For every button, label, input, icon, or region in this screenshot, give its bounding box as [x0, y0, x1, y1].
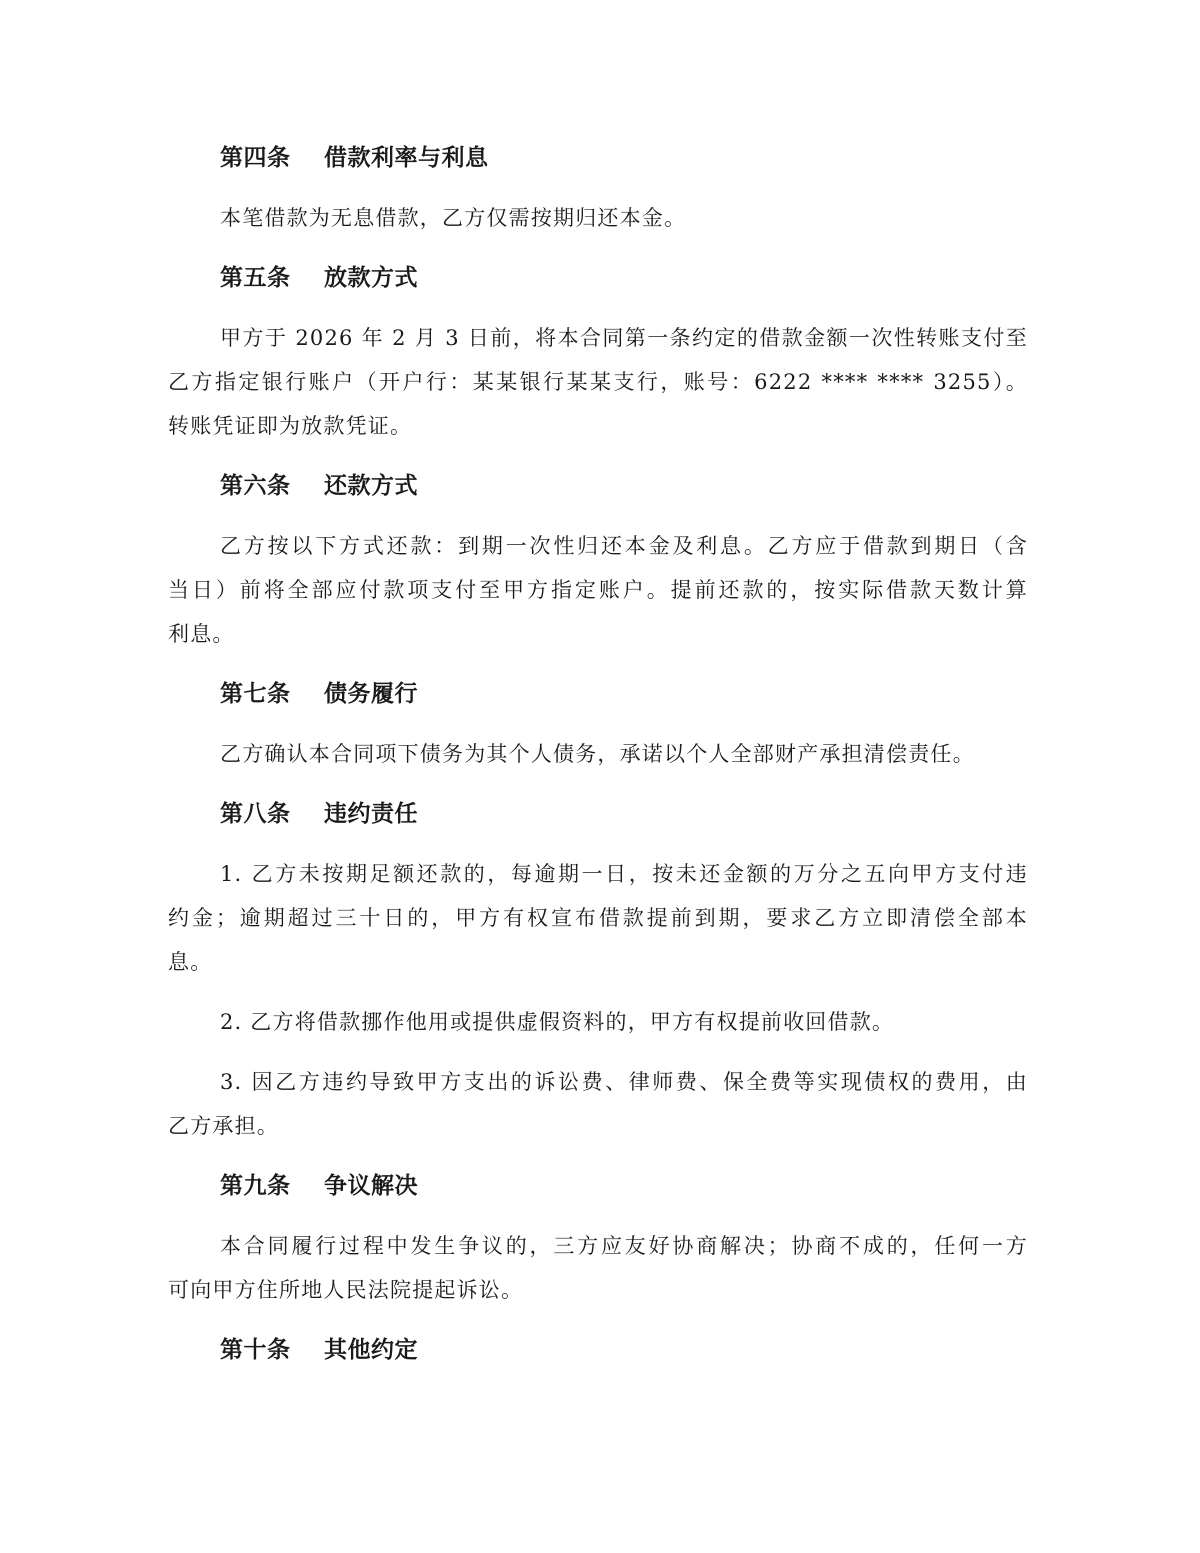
- paragraph-line: 1. 乙方未按期足额还款的，每逾期一日，按未还金额的万分之五向甲方支付违: [220, 862, 1028, 886]
- article-paragraph: [168, 1000, 1028, 1044]
- paragraph-line: 乙方指定银行账户（开户行：某某银行某某支行，账号：6222 **** **** 3255）。: [168, 370, 1028, 394]
- article-number: 第九条: [220, 1173, 291, 1199]
- article-heading: [168, 1328, 1028, 1372]
- article-paragraph: [168, 852, 1028, 984]
- article-title: 放款方式: [324, 265, 418, 291]
- paragraph-line: 利息。: [168, 622, 235, 646]
- article-title: 其他约定: [324, 1337, 418, 1363]
- paragraph-line: 乙方承担。: [168, 1114, 279, 1138]
- article-title: 还款方式: [324, 473, 418, 499]
- paragraph-line: 转账凭证即为放款凭证。: [168, 414, 413, 438]
- paragraph-line: 可向甲方住所地人民法院提起诉讼。: [168, 1278, 524, 1302]
- paragraph-line: 甲方于 2026 年 2 月 3 日前，将本合同第一条约定的借款金额一次性转账支付至: [220, 326, 1028, 350]
- paragraph-line: 3. 因乙方违约导致甲方支出的诉讼费、律师费、保全费等实现债权的费用，由: [220, 1070, 1028, 1094]
- article-heading: [168, 672, 1028, 716]
- article-heading: [168, 792, 1028, 836]
- article-title: 争议解决: [324, 1173, 418, 1199]
- article-paragraph: [168, 196, 1028, 240]
- article-paragraph: [168, 1060, 1028, 1148]
- article-heading: [168, 1164, 1028, 1208]
- article-title: 违约责任: [324, 801, 418, 827]
- paragraph-line: 当日）前将全部应付款项支付至甲方指定账户。提前还款的，按实际借款天数计算: [168, 578, 1028, 602]
- article-paragraph: [168, 732, 1028, 776]
- article-number: 第五条: [220, 265, 291, 291]
- article-heading: [168, 464, 1028, 508]
- paragraph-line: 乙方按以下方式还款：到期一次性归还本金及利息。乙方应于借款到期日（含: [220, 534, 1028, 558]
- paragraph-line: 本合同履行过程中发生争议的，三方应友好协商解决；协商不成的，任何一方: [220, 1234, 1028, 1258]
- article-number: 第十条: [220, 1337, 291, 1363]
- article-heading: [168, 136, 1028, 180]
- article-title: 债务履行: [324, 681, 418, 707]
- paragraph-line: 息。: [168, 950, 213, 974]
- article-number: 第四条: [220, 145, 291, 171]
- article-paragraph: [168, 316, 1028, 448]
- article-number: 第八条: [220, 801, 291, 827]
- contract-page: [168, 136, 1028, 1388]
- paragraph-line: 约金；逾期超过三十日的，甲方有权宣布借款提前到期，要求乙方立即清偿全部本: [168, 906, 1028, 930]
- article-number: 第六条: [220, 473, 291, 499]
- article-heading: [168, 256, 1028, 300]
- paragraph-line: 乙方确认本合同项下债务为其个人债务，承诺以个人全部财产承担清偿责任。: [220, 742, 975, 766]
- paragraph-line: 本笔借款为无息借款，乙方仅需按期归还本金。: [220, 206, 687, 230]
- article-paragraph: [168, 1224, 1028, 1312]
- article-paragraph: [168, 524, 1028, 656]
- article-title: 借款利率与利息: [324, 145, 489, 171]
- article-number: 第七条: [220, 681, 291, 707]
- paragraph-line: 2. 乙方将借款挪作他用或提供虚假资料的，甲方有权提前收回借款。: [220, 1010, 895, 1034]
